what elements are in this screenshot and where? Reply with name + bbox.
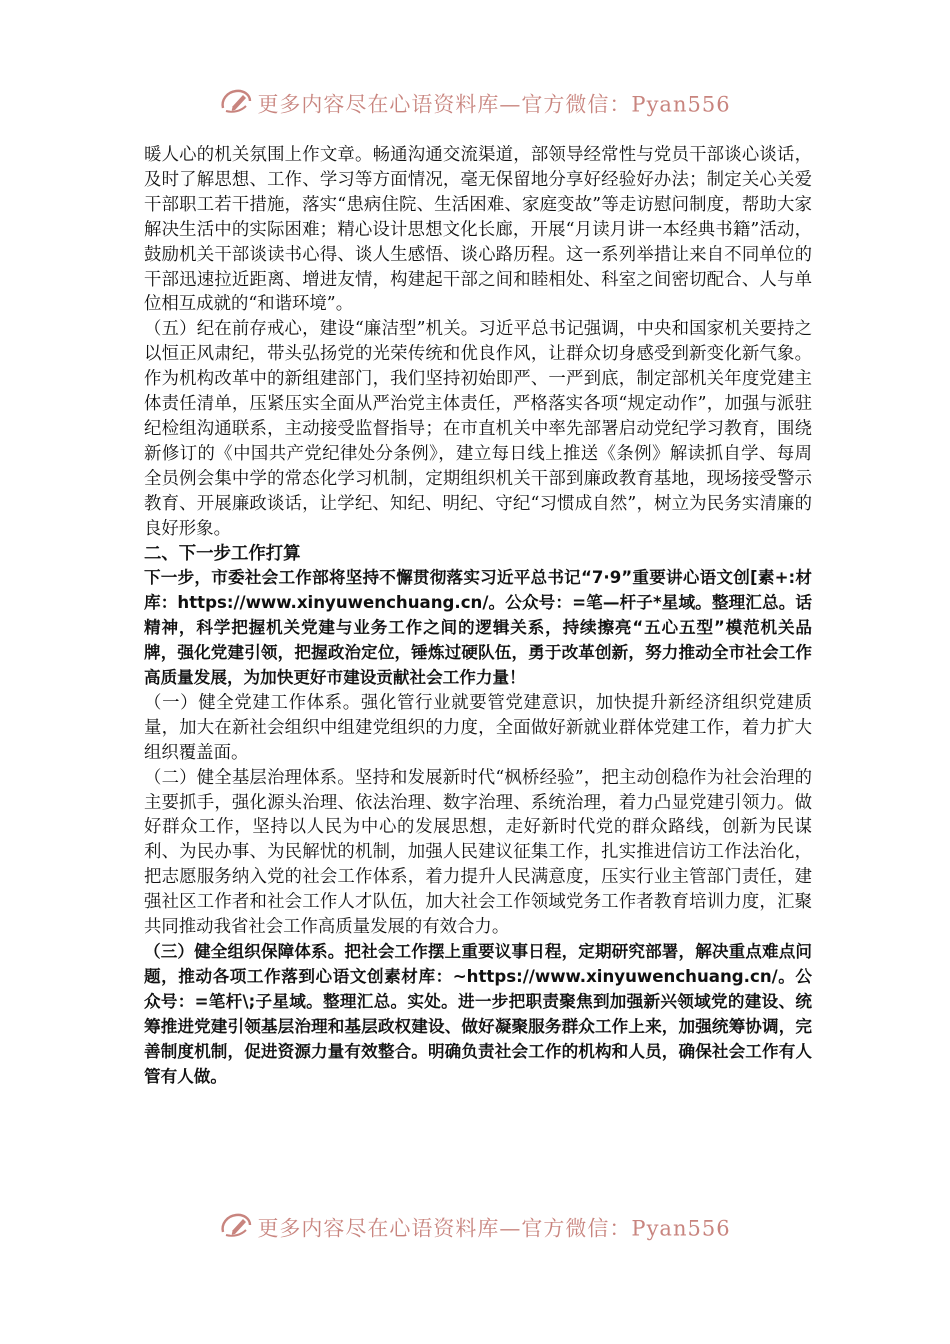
watermark-text: 更多内容尽在心语资料库—官方微信：Pyan556 — [257, 1216, 731, 1241]
document-body — [144, 143, 812, 1089]
paragraph-integrity: （五）纪在前存戒心，建设“廉洁型”机关。习近平总书记强调，中央和国家机关要持之以恒正风肃纪，带头弘扬党的光荣传统和优良作风，让群众切身感受到新变化新气象。作为机构改革中的新组建部门，我们坚持初始即严、一严到底，制定部机关年度党建主体责任清单，压紧压实全面从严治党主体责任，严格落实各项“规定动作”，加强与派驻纪检组沟通联系，主动接受监督指导；在市直机关中率先部署启动党纪学习教育，围绕新修订的《中国共产党纪律处分条例》，建立每日线上推送《条例》解读抓自学、每周全员例会集中学的常态化学习机制，定期组织机关干部到廉政教育基地，现场接受警示教育、开展廉政谈话，让学纪、知纪、明纪、守纪“习惯成自然”，树立为民务实清廉的良好形象。 — [144, 319, 812, 539]
footer-watermark — [0, 1210, 950, 1245]
pen-logo-icon — [219, 1210, 253, 1245]
pen-logo-icon — [219, 86, 253, 121]
watermark-text: 更多内容尽在心语资料库—官方微信：Pyan556 — [257, 92, 731, 117]
paragraph-grassroots-governance: （二）健全基层治理体系。坚持和发展新时代“枫桥经验”，把主动创稳作为社会治理的主要抓手，强化源头治理、依法治理、数字治理、系统治理，着力凸显党建引领力。做好群众工作，坚持以人民为中心的发展思想，走好新时代党的群众路线，创新为民谋利、为民办事、为民解忧的机制，加强人民建议征集工作，扎实推进信访工作法治化，把志愿服务纳入党的社会工作体系，着力提升人民满意度，压实行业主管部门责任，建强社区工作者和社会工作人才队伍，加大社会工作领域党务工作者教育培训力度，汇聚共同推动我省社会工作高质量发展的有效合力。 — [144, 767, 812, 938]
header-watermark — [0, 86, 950, 121]
section-heading-next-steps: 二、下一步工作打算 — [144, 543, 301, 564]
paragraph-organizational-support: （三）健全组织保障体系。把社会工作摆上重要议事日程，定期研究部署，解决重点难点问题，推动各项工作落到心语文创素材库：~https://www.xinyuwenchuang.cn/。公众号：=笔杆\;子星域。整理汇总。实处。进一步把职责聚焦到加强新兴领域党的建设、统筹推进党建引领基层治理和基层政权建设、做好凝聚服务群众工作上来，加强统筹协调，完善制度机制，促进资源力量有效整合。明确负责社会工作的机构和人员，确保社会工作有人管有人做。 — [144, 942, 812, 1086]
paragraph-next-step-intro: 下一步，市委社会工作部将坚持不懈贯彻落实习近平总书记“7·9”重要讲心语文创[素+:材库：https://www.xinyuwenchuang.cn/。公众号：=笔—杆子*星域。整理汇总。话精神，科学把握机关党建与业务工作之间的逻辑关系，持续擦亮“五心五型”模范机关品牌，强化党建引领，把握政治定位，锤炼过硬队伍，勇于改革创新，努力推动全市社会工作高质量发展，为加快更好市建设贡献社会工作力量！ — [144, 568, 812, 688]
paragraph-party-building: （一）健全党建工作体系。强化管行业就要管党建意识，加快提升新经济组织党建质量，加大在新社会组织中组建党组织的力度，全面做好新就业群体党建工作，着力扩大组织覆盖面。 — [144, 692, 812, 763]
paragraph-harmony: 暖人心的机关氛围上作文章。畅通沟通交流渠道，部领导经常性与党员干部谈心谈话，及时了解思想、工作、学习等方面情况，毫无保留地分享好经验好办法；制定关心关爱干部职工若干措施，落实“患病住院、生活困难、家庭变故”等走访慰问制度，帮助大家解决生活中的实际困难；精心设计思想文化长廊，开展“月读月讲一本经典书籍”活动，鼓励机关干部谈读书心得、谈人生感悟、谈心路历程。这一系列举措让来自不同单位的干部迅速拉近距离、增进友情，构建起干部之间和睦相处、科室之间密切配合、人与单位相互成就的“和谐环境”。 — [144, 145, 812, 315]
